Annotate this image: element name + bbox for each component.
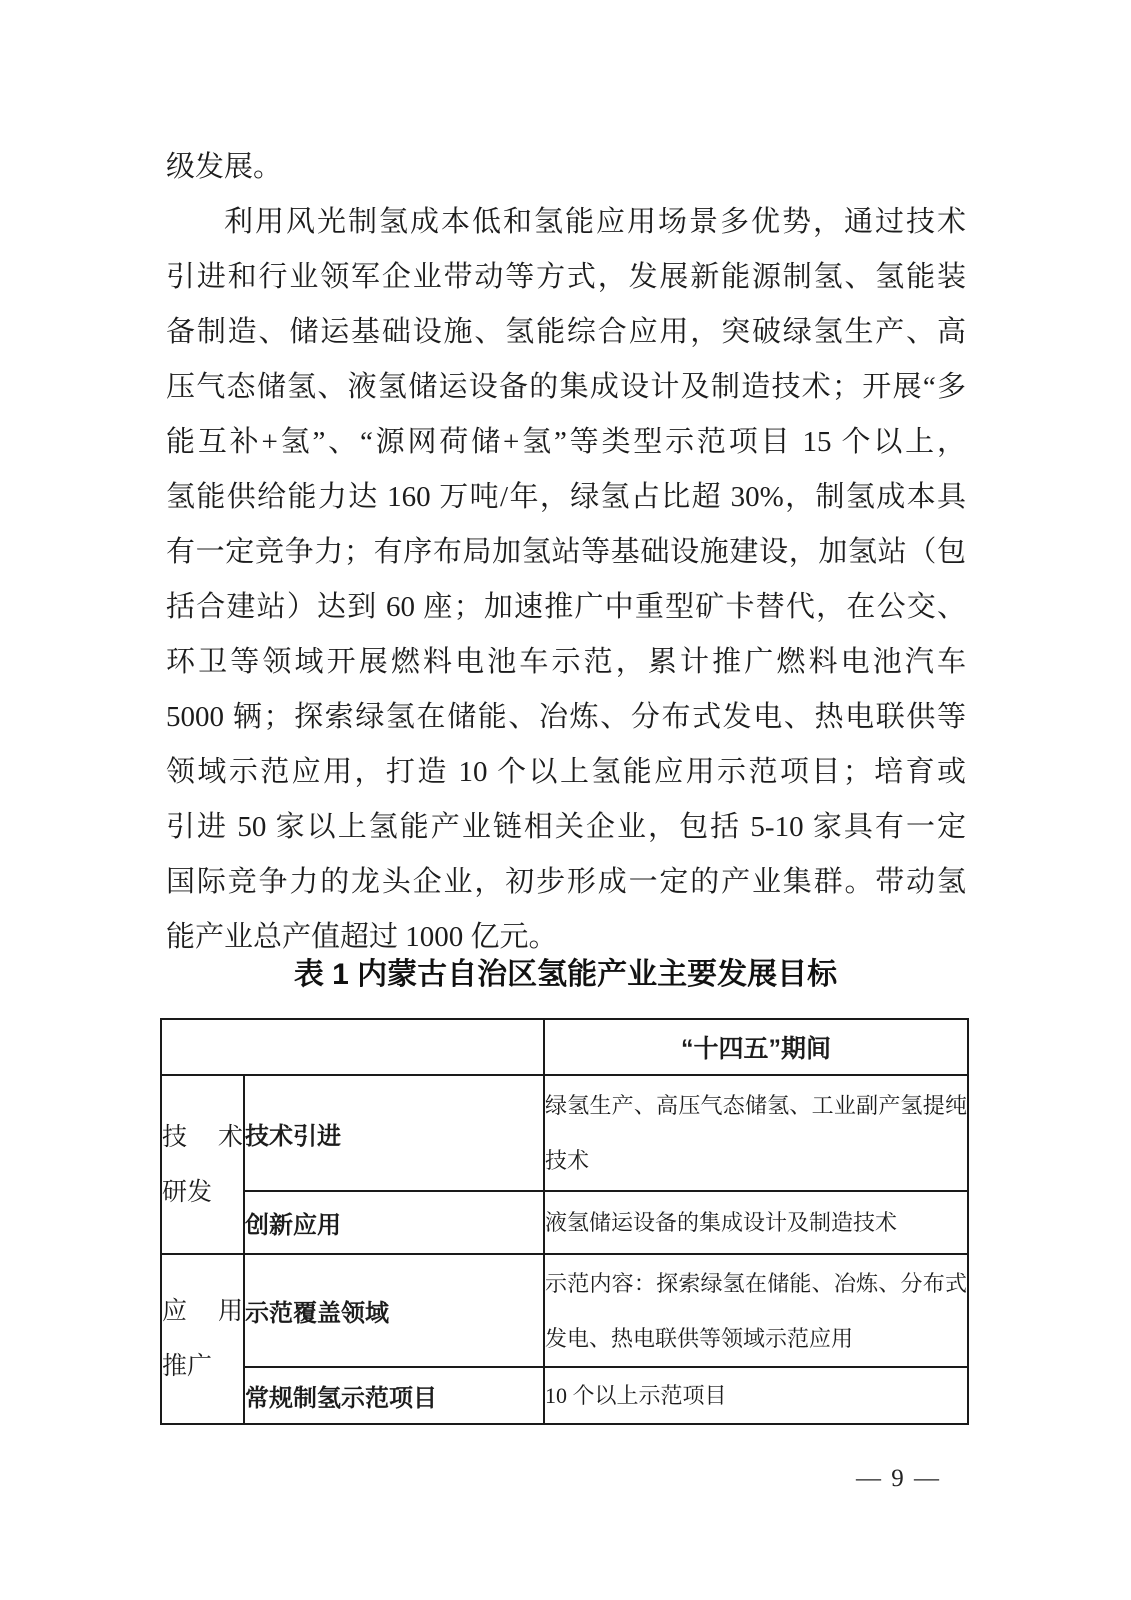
category-label-line: 应用 [162, 1298, 243, 1325]
table-header-row [161, 1019, 968, 1075]
body-line: 括合建站）达到 60 座；加速推广中重型矿卡替代，在公交、 [166, 591, 966, 623]
row-item-cell: 常规制氢示范项目 [244, 1367, 544, 1424]
category-label-line: 推广 [162, 1353, 213, 1380]
row-item-cell: 示范覆盖领域 [244, 1254, 544, 1367]
page-number: — 9 — [856, 1465, 941, 1492]
body-line: 能产业总产值超过 1000 亿元。 [166, 921, 558, 953]
body-line: 备制造、储运基础设施、氢能综合应用，突破绿氢生产、高 [166, 316, 966, 348]
body-line: 利用风光制氢成本低和氢能应用场景多优势，通过技术 [224, 206, 966, 238]
body-line: 环卫等领域开展燃料电池车示范，累计推广燃料电池汽车 [166, 646, 966, 678]
table-row [161, 1075, 968, 1191]
body-line: 引进和行业领军企业带动等方式，发展新能源制氢、氢能装 [166, 261, 966, 293]
table-row [161, 1254, 968, 1367]
table-row [161, 1367, 968, 1424]
body-line: 能互补+氢”、“源网荷储+氢”等类型示范项目 15 个以上， [166, 426, 966, 458]
body-line: 氢能供给能力达 160 万吨/年，绿氢占比超 30%，制氢成本具 [166, 481, 966, 513]
row-value-cell: 10 个以上示范项目 [544, 1367, 968, 1424]
goals-table [160, 1018, 969, 1425]
row-value-cell: 示范内容：探索绿氢在储能、冶炼、分布式发电、热电联供等领域示范应用 [544, 1254, 968, 1367]
body-line: 有一定竞争力；有序布局加氢站等基础设施建设，加氢站（包 [166, 536, 966, 568]
table-header-period-cell: “十四五”期间 [544, 1019, 968, 1075]
category-cell-application [161, 1254, 244, 1424]
body-line: 5000 辆；探索绿氢在储能、冶炼、分布式发电、热电联供等 [166, 701, 966, 733]
category-label-line: 技术 [162, 1123, 243, 1151]
table-row [161, 1191, 968, 1254]
body-line: 领域示范应用，打造 10 个以上氢能应用示范项目；培育或 [166, 756, 966, 788]
row-item-cell: 创新应用 [244, 1191, 544, 1254]
table-title: 表 1 内蒙古自治区氢能产业主要发展目标 [293, 958, 838, 991]
body-line: 引进 50 家以上氢能产业链相关企业，包括 5-10 家具有一定 [166, 811, 966, 843]
body-line: 压气态储氢、液氢储运设备的集成设计及制造技术；开展“多 [166, 371, 966, 403]
category-cell-tech-rd [161, 1075, 244, 1254]
body-line: 级发展。 [166, 151, 283, 183]
row-value-cell: 绿氢生产、高压气态储氢、工业副产氢提纯技术 [544, 1075, 968, 1191]
body-text [166, 140, 966, 965]
table-header-blank-cell [161, 1019, 544, 1075]
row-value-cell: 液氢储运设备的集成设计及制造技术 [544, 1191, 968, 1254]
body-line: 国际竞争力的龙头企业，初步形成一定的产业集群。带动氢 [166, 866, 966, 898]
category-label-line: 研发 [162, 1178, 213, 1206]
row-item-cell: 技术引进 [244, 1075, 544, 1191]
